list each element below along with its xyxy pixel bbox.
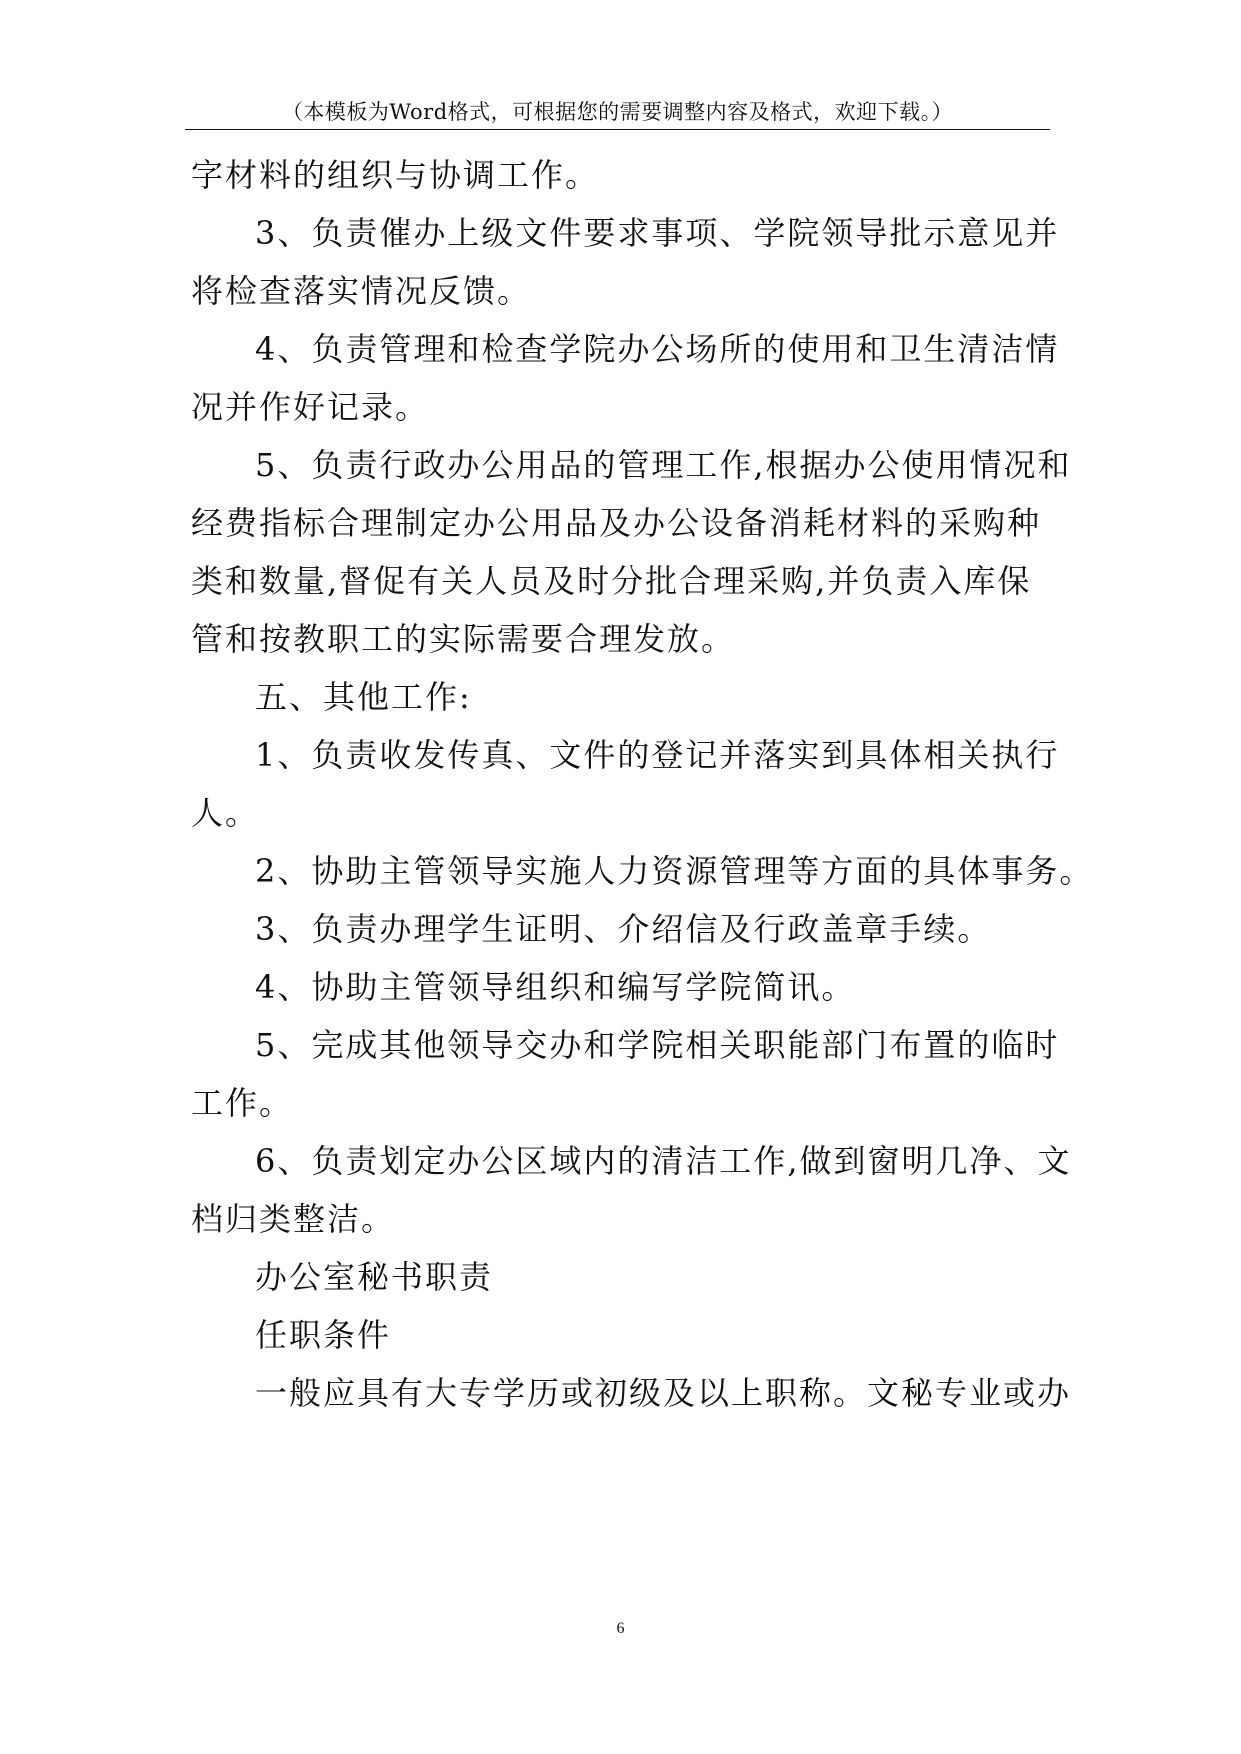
body-line: 管和按教职工的实际需要合理发放。 xyxy=(191,620,736,658)
body-line: 况并作好记录。 xyxy=(191,388,430,426)
body-line: 3、负责催办上级文件要求事项、学院领导批示意见并 xyxy=(255,214,1060,252)
body-line: 字材料的组织与协调工作。 xyxy=(191,156,600,194)
body-line: 6、负责划定办公区域内的清洁工作,做到窗明几净、文 xyxy=(255,1142,1072,1180)
body-line: 经费指标合理制定办公用品及办公设备消耗材料的采购种 xyxy=(191,504,1042,542)
body-line: 档归类整洁。 xyxy=(191,1200,396,1238)
section-heading: 五、其他工作: xyxy=(255,678,472,716)
body-line: 5、负责行政办公用品的管理工作,根据办公使用情况和 xyxy=(255,446,1072,484)
body-line: 一般应具有大专学历或初级及以上职称。文秘专业或办 xyxy=(255,1374,1072,1412)
section-heading: 办公室秘书职责 xyxy=(255,1258,494,1296)
page-header-note: （本模板为Word格式，可根据您的需要调整内容及格式，欢迎下载。） xyxy=(281,100,954,124)
body-line: 工作。 xyxy=(191,1084,294,1122)
page-number: 6 xyxy=(616,1620,625,1637)
body-line: 4、协助主管领导组织和编写学院简讯。 xyxy=(255,968,856,1006)
body-line: 类和数量,督促有关人员及时分批合理采购,并负责入库保 xyxy=(191,562,1032,600)
body-line: 3、负责办理学生证明、介绍信及行政盖章手续。 xyxy=(255,910,992,948)
header-divider xyxy=(185,129,1050,130)
body-line: 人。 xyxy=(191,794,260,832)
body-line: 5、完成其他领导交办和学院相关职能部门布置的临时 xyxy=(255,1026,1060,1064)
body-line: 1、负责收发传真、文件的登记并落实到具体相关执行 xyxy=(255,736,1060,774)
body-line: 2、协助主管领导实施人力资源管理等方面的具体事务。 xyxy=(255,852,1094,890)
body-line: 4、负责管理和检查学院办公场所的使用和卫生清洁情 xyxy=(255,330,1060,368)
section-heading: 任职条件 xyxy=(255,1316,392,1354)
body-line: 将检查落实情况反馈。 xyxy=(191,272,532,310)
